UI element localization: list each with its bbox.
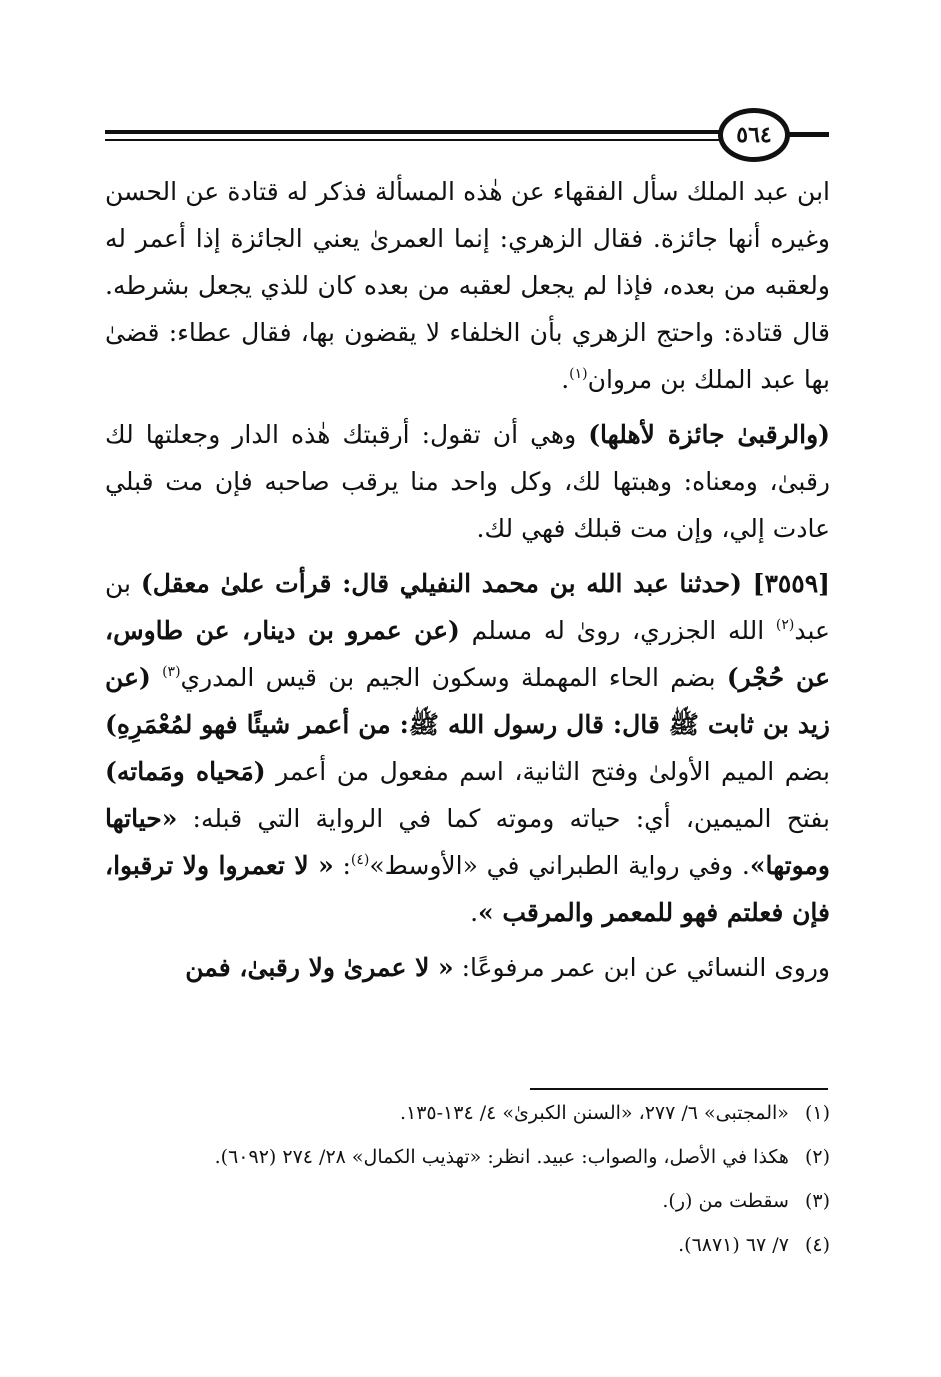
page-header xyxy=(105,108,830,162)
footnote-ref: (١) xyxy=(569,366,588,382)
paragraph xyxy=(105,944,830,991)
matn-text: (مَحياه ومَماته) xyxy=(105,757,266,786)
text-run: الله الجزري، روىٰ له مسلم xyxy=(459,616,776,645)
footnote-text: ٧/ ٦٧ (٦٨٧١). xyxy=(678,1234,789,1256)
header-rule-bottom xyxy=(105,139,725,141)
header-rule-right xyxy=(785,132,829,137)
text-run: . xyxy=(470,898,479,927)
footnote xyxy=(105,1144,830,1170)
paragraph xyxy=(105,411,830,552)
text-run: وروى النسائي عن ابن عمر مرفوعًا: xyxy=(453,953,830,982)
footnote-number: (٣) xyxy=(804,1190,830,1212)
footnote-ref: (٤) xyxy=(350,852,370,868)
header-rule-top xyxy=(105,130,725,134)
text-run: بفتح الميمين، أي: حياته وموته كما في الرواية التي قبله: xyxy=(177,804,830,833)
text-run: بن عبد xyxy=(105,569,830,645)
paragraph xyxy=(105,168,830,403)
footnote-number: (١) xyxy=(804,1102,830,1124)
footnote xyxy=(105,1100,830,1126)
matn-text: (عن زيد بن ثابت ﷺ قال: قال رسول الله ﷺ: من أعمر شيئًا فهو لمُعْمَرِهِ) xyxy=(105,663,830,739)
footnote-text: سقطت من (ر). xyxy=(662,1190,789,1212)
footnote xyxy=(105,1232,830,1258)
text-run xyxy=(151,663,162,692)
text-run: : xyxy=(333,851,351,880)
matn-text: [٣٥٥٩] (حدثنا عبد الله بن محمد النفيلي قال: قرأت علىٰ معقل) xyxy=(140,569,831,598)
matn-text: « لا عمرىٰ ولا رقبىٰ، فمن xyxy=(185,953,454,982)
text-run: بضم الميم الأولىٰ وفتح الثانية، اسم مفعول من أعمر xyxy=(265,757,830,786)
text-run: . وفي رواية الطبراني في «الأوسط» xyxy=(369,851,750,880)
text-run: ابن عبد الملك سأل الفقهاء عن هٰذه المسألة فذكر له قتادة عن الحسن وغيره أنها جائزة. فقال الزهري: إنما العمرىٰ يعني الجائزة إذا أعمر له ولعقبه من بعده، فإذا لم يجعل لعقبه من بعده كان للذي يجعل بشرطه. قال قتادة: واحتج الزهري بأن الخلفاء لا يقضون بها، فقال عطاء: قضىٰ بها عبد الملك بن مروان xyxy=(105,177,830,394)
matn-text: «حياتها وموتها» xyxy=(105,804,830,880)
paragraph xyxy=(105,560,830,936)
footnote-ref: (٣) xyxy=(162,664,181,680)
text-run: بضم الحاء المهملة وسكون الجيم بن قيس المدري xyxy=(180,663,727,692)
text-run: وهي أن تقول: أرقبتك هٰذه الدار وجعلتها لك رقبىٰ، ومعناه: وهبتها لك، وكل واحد منا يرقب صاحبه فإن مت قبلي عادت إلي، وإن مت قبلك فهي لك. xyxy=(105,420,830,543)
footnote-ref: (٢) xyxy=(775,617,795,633)
footnotes xyxy=(105,1100,830,1276)
footnote-number: (٤) xyxy=(804,1234,830,1256)
matn-text: (والرقبىٰ جائزة لأهلها) xyxy=(588,420,830,449)
matn-text: (عن عمرو بن دينار، عن طاوس، عن حُجْر) xyxy=(105,616,830,692)
footnote-separator xyxy=(530,1088,828,1090)
footnote-number: (٢) xyxy=(804,1146,830,1168)
footnote-text: هكذا في الأصل، والصواب: عبيد. انظر: «تهذيب الكمال» ٢٨/ ٢٧٤ (٦٠٩٢). xyxy=(214,1146,789,1168)
page-number: ٥٦٤ xyxy=(718,108,790,162)
matn-text: « لا تعمروا ولا ترقبوا، فإن فعلتم فهو للمعمر والمرقب » xyxy=(105,851,830,927)
footnote-text: «المجتبى» ٦/ ٢٧٧، «السنن الكبرىٰ» ٤/ ١٣٤-١٣٥. xyxy=(399,1102,789,1124)
footnote xyxy=(105,1188,830,1214)
main-text xyxy=(105,168,830,999)
text-run: . xyxy=(561,365,570,394)
